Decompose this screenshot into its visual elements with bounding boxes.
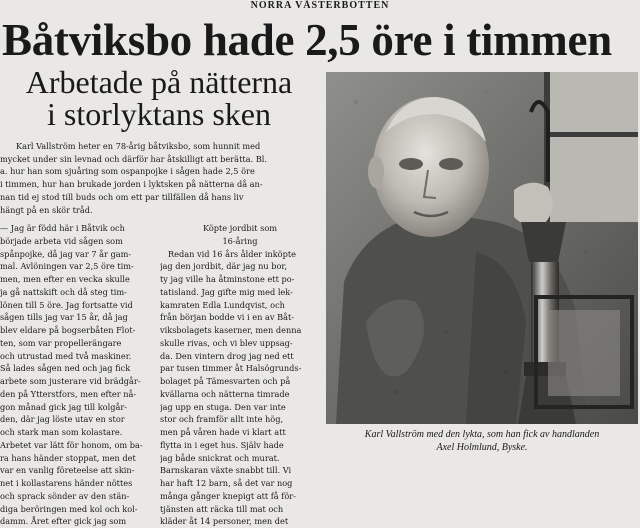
- column-line: skulle rivas, och vi blev uppsag-: [160, 337, 293, 348]
- column-line: mal. Avlöningen var 2,5 öre tim-: [0, 261, 134, 272]
- column-line: damm. Året efter gick jag som: [0, 516, 127, 527]
- column-line: och sprack sönder av den stän-: [0, 490, 130, 501]
- article-lead-paragraph: [0, 140, 318, 216]
- article-column-1: [0, 222, 150, 528]
- column-line: viksbolagets kaserner, men denna: [160, 325, 302, 335]
- article-subheadline: [0, 66, 318, 130]
- column-line: Redan vid 16 års ålder inköpte: [168, 248, 296, 259]
- photo-caption: [326, 428, 638, 454]
- subheadline-line-1: Arbetade på nätterna: [25, 64, 293, 100]
- column-line: tjänsten att räcka till mat och: [160, 503, 284, 514]
- column-line: kläder åt 14 personer, men det: [160, 516, 289, 527]
- column-line: jag både snickrat och murat.: [160, 452, 280, 463]
- column-line: da. Den vintern drog jag ned ett: [160, 350, 294, 361]
- column-line: från början bodde vi i en av Båt-: [160, 312, 295, 323]
- column-line: men, men efter en vecka skulle: [0, 274, 130, 284]
- column-line: men på våren hade vi klart att: [160, 427, 286, 437]
- column-line: Arbetet var lätt för honom, om ba-: [0, 439, 143, 450]
- lead-line: i timmen, hur han brukade jorden i lyktsken på nätterna då an-: [0, 179, 263, 190]
- column-line: ra hans händer stoppat, men det: [0, 452, 136, 463]
- newspaper-masthead: NORRA VÄSTERBOTTEN: [250, 0, 390, 11]
- column-line: Så lades sågen ned och jag fick: [0, 363, 131, 374]
- column-line: — Jag är född här i Båtvik och: [0, 223, 125, 233]
- column-line: har haft 12 barn, så det var nog: [160, 478, 293, 488]
- column-line: den på Ytterstfors, men efter nå-: [0, 388, 137, 399]
- column-line: ten, som var propellerängare: [0, 337, 122, 348]
- column-line: jag upp en stuga. Den var inte: [160, 401, 286, 412]
- column-line: började arbeta vid sågen som: [0, 235, 123, 246]
- column-line: Barnskaran växte snabbt till. Vi: [160, 465, 292, 476]
- column-line: jag den jordbit, där jag nu bor,: [160, 261, 288, 272]
- lead-line: mycket under sin levnad och därför har åtskilligt att berätta. Bl.: [0, 153, 267, 164]
- portrait-photo: [326, 72, 638, 424]
- column-line: var en vanlig företeelse att skin-: [0, 465, 135, 476]
- caption-line-2: Axel Holmlund, Byske.: [436, 442, 528, 453]
- column-line: sågen tills jag var 15 år, då jag: [0, 312, 128, 323]
- column-line: blev eldare på bogserbåten Flot-: [0, 325, 136, 335]
- lead-line: nan tid ej stod till buds och om ett par tillfällen då hans liv: [0, 191, 244, 202]
- column-line: gon månad gick jag till kolgår-: [0, 401, 128, 412]
- lead-line: a. hur han som sjuåring som ospanpojke i sågen hade 2,5 öre: [0, 166, 255, 177]
- column-line: arbete som justerare vid brädgår-: [0, 376, 141, 386]
- column-line: och stark man som kolastare.: [0, 427, 123, 437]
- article-headline: Båtviksbo hade 2,5 öre i timmen: [2, 15, 612, 65]
- subheadline-line-2: i storlyktans sken: [47, 96, 271, 132]
- column-line: diga beröringen med kol och kol-: [0, 503, 138, 514]
- caption-line-1: Karl Vallström med den lykta, som han fick av handlanden: [364, 429, 600, 440]
- column-line: par tusen timmer åt Halsögrunds-: [160, 363, 302, 374]
- column-line: tatisland. Jag gifte mig med lek-: [160, 286, 293, 297]
- column-line: stor och framför allt inte hög,: [160, 414, 284, 425]
- column-line: lönen till 5 öre. Jag fortsatte vid: [0, 299, 133, 310]
- column-line: flytta in i eget hus. Själv hade: [160, 439, 284, 450]
- column-line: ty jag ville ha åtminstone ett po-: [160, 274, 295, 284]
- column-line: många gånger knepigt att få för-: [160, 490, 296, 501]
- column-line: ja gå nattskift och då steg tim-: [0, 286, 127, 297]
- column-subheading-line-2: 16-åring: [222, 235, 258, 246]
- column-line: den, där jag löste utav en stor: [0, 414, 125, 425]
- column-subheading-line-1: Köpte jordbit som: [202, 223, 278, 233]
- article-column-2: [160, 222, 320, 528]
- lead-line: Karl Vallström heter en 78-årig båtviksbo, som hunnit med: [16, 141, 261, 151]
- lead-line: hängt på en skör tråd.: [0, 204, 93, 215]
- column-line: spånpojke, då jag var 7 år gam-: [0, 248, 132, 259]
- column-line: net i kollastarens händer nöttes: [0, 478, 133, 488]
- column-line: kamraten Edla Lundqvist, och: [160, 299, 285, 310]
- column-line: och utrustad med två maskiner.: [0, 350, 132, 361]
- column-line: bolaget på Tämesvarten och på: [160, 376, 291, 386]
- column-line: kvällarna och nätterna timrade: [160, 388, 290, 399]
